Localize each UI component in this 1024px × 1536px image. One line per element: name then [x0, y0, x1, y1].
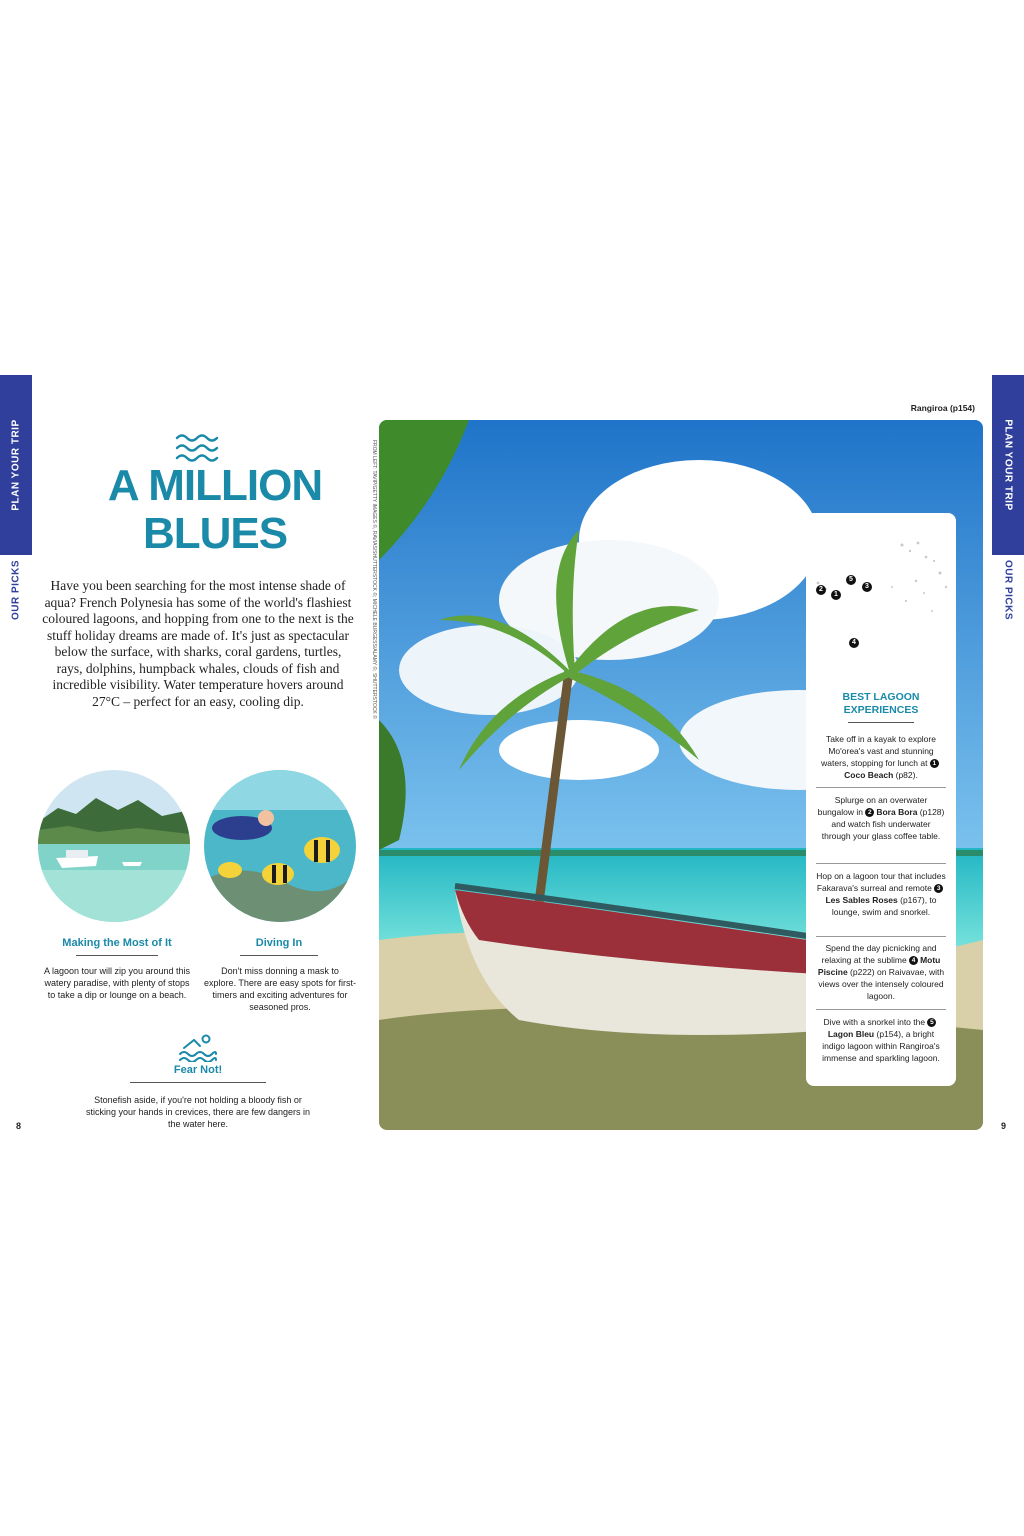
section-tab-right: [992, 375, 1024, 555]
experience-text: (p222) on Raivavae, with views over the intensely coloured lagoon.: [818, 967, 945, 1001]
experience-text: Dive with a snorkel into the: [823, 1017, 928, 1027]
experience-text: (p82).: [893, 770, 918, 780]
panel-heading-line1: BEST LAGOON: [842, 691, 920, 703]
intro-paragraph: Have you been searching for the most intense shade of aqua? French Polynesia has some of the world's flashiest coloured lagoons, and hopping from one to the next is the stuff holiday dreams are made of. It's just as spectacular below the surface, with sharks, coral gardens, turtles, rays, dolphins, humpback whales, clouds of fish and incredible visibility. Water temperature hovers around 27°C – perfect for an easy, cooling dip.: [42, 578, 354, 709]
experience-item-1: [816, 733, 946, 781]
experience-divider: [816, 787, 946, 788]
experience-place: Les Sables Roses: [825, 895, 898, 905]
fear-not-heading: Fear Not!: [173, 1064, 223, 1076]
experience-text: Hop on a lagoon tour that includes Fakarava's surreal and remote: [816, 871, 946, 893]
experience-number: 1: [930, 759, 939, 768]
swimmer-icon: [178, 1030, 218, 1062]
experience-divider: [816, 1009, 946, 1010]
experience-text: (p167), to lounge, swim and snorkel.: [831, 895, 937, 917]
page-title: [40, 462, 390, 558]
experience-text: Splurge on an overwater bungalow in: [817, 795, 928, 817]
page-number-right: 9: [1001, 1121, 1007, 1131]
map-marker-3: 3: [862, 582, 872, 592]
experience-divider: [816, 936, 946, 937]
waves-icon: [175, 432, 219, 464]
panel-heading: [806, 691, 956, 717]
our-picks-label-right: OUR PICKS: [1002, 559, 1014, 621]
islands-map: [806, 521, 956, 671]
experience-item-2: [816, 794, 946, 842]
map-marker-1: 1: [831, 590, 841, 600]
experience-text: Take off in a kayak to explore Mo'orea's vast and stunning waters, stopping for lunch at: [821, 734, 936, 768]
snorkel-fish-photo: [204, 770, 356, 922]
feature-text-making-most: A lagoon tour will zip you around this watery paradise, with plenty of stops to take a dip or lounge on a beach.: [43, 966, 191, 1000]
experience-item-5: [816, 1016, 946, 1064]
our-picks-label-left: OUR PICKS: [10, 559, 22, 621]
photo-credit: FROM LEFT: TAVIP/GETTY IMAGES ©, RAVIAS/SHUTTERSTOCK ©; MICHELE BURGESS/ALAMY ©; SHUTTERSTOCK ©: [371, 440, 377, 719]
best-lagoon-panel: [806, 513, 956, 1086]
page-title-line1: A MILLION: [107, 461, 323, 510]
experience-number: 5: [927, 1018, 936, 1027]
feature-heading-diving-in: Diving In: [255, 937, 303, 949]
experience-text: (p128) and watch fish underwater through your glass coffee table.: [821, 807, 945, 841]
page-title-line2: BLUES: [142, 509, 288, 558]
experience-place: Lagon Bleu: [827, 1029, 875, 1039]
experience-number: 2: [865, 808, 874, 817]
feature-heading-making-most: Making the Most of It: [62, 937, 172, 949]
experience-text: Spend the day picnicking and relaxing at the sublime: [821, 943, 937, 965]
experience-text: (p154), a bright indigo lagoon within Rangiroa's immense and sparkling lagoon.: [822, 1029, 940, 1063]
experience-place: Motu Piscine: [817, 955, 941, 977]
experience-item-4: [816, 942, 946, 1002]
feature-rule: [240, 955, 318, 956]
map-marker-5: 5: [846, 575, 856, 585]
map-marker-4: 4: [849, 638, 859, 648]
map-islands: [806, 521, 956, 671]
photo-caption: Rangiroa (p154): [910, 403, 975, 413]
lagoon-boat-photo: [38, 770, 190, 922]
section-tab-right-label: PLAN YOUR TRIP: [1002, 419, 1014, 511]
section-tab-left: [0, 375, 32, 555]
experience-number: 3: [934, 884, 943, 893]
feature-text-diving-in: Don't miss donning a mask to explore. There are easy spots for first-timers and exciting adventures for seasoned pros.: [204, 966, 356, 1012]
panel-heading-rule: [848, 722, 914, 723]
experience-item-3: [816, 870, 946, 918]
fear-not-text: Stonefish aside, if you're not holding a bloody fish or sticking your hands in crevices, there are few dangers in the water here.: [85, 1095, 311, 1129]
experience-place: Bora Bora: [876, 807, 918, 817]
feature-rule: [76, 955, 158, 956]
experience-divider: [816, 863, 946, 864]
page-number-left: 8: [16, 1121, 22, 1131]
panel-heading-line2: EXPERIENCES: [843, 704, 919, 716]
fear-not-rule: [130, 1082, 266, 1083]
experience-place: Coco Beach: [844, 770, 894, 780]
experience-number: 4: [909, 956, 918, 965]
section-tab-left-label: PLAN YOUR TRIP: [10, 419, 22, 511]
map-marker-2: 2: [816, 585, 826, 595]
